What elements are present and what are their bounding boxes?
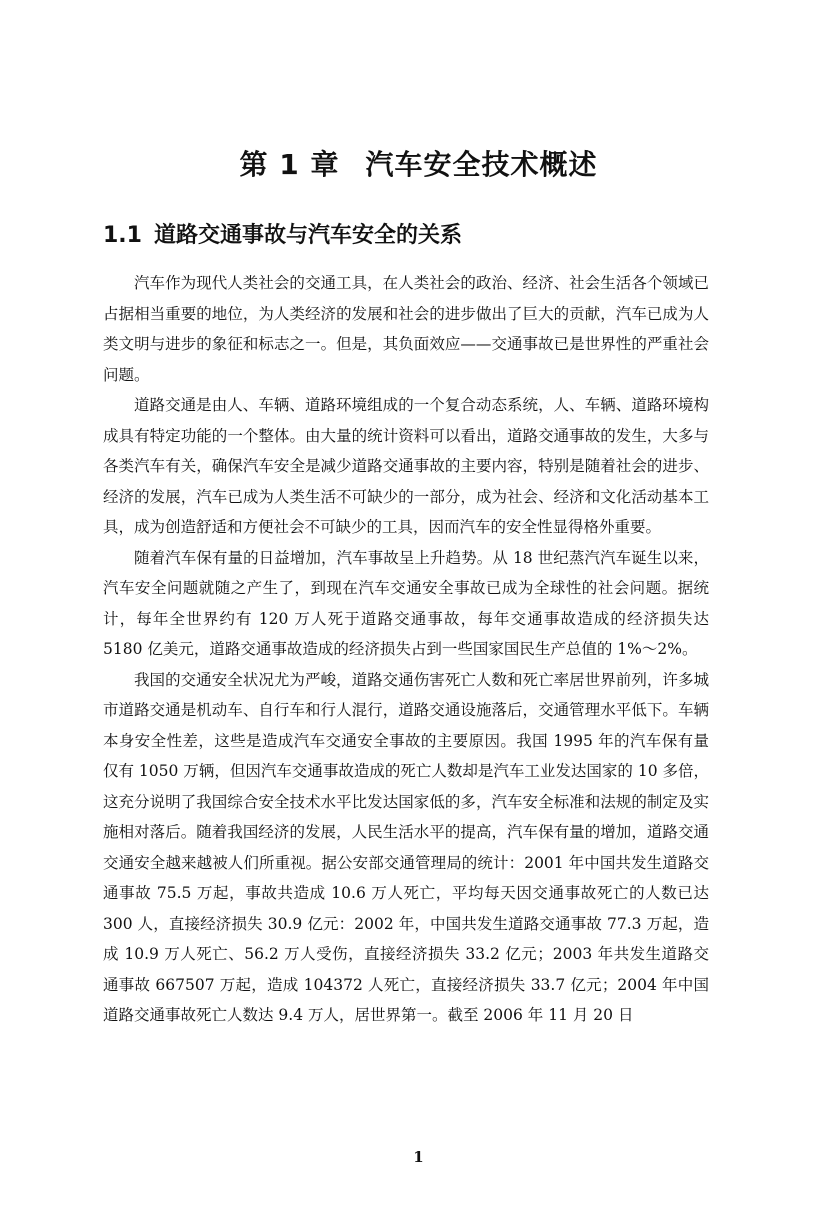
paragraph: 汽车作为现代人类社会的交通工具，在人类社会的政治、经济、社会生活各个领域已占据相当重要的地位，为人类经济的发展和社会的进步做出了巨大的贡献，汽车已成为人类文明与进步的象征和标志之一。但是，其负面效应——交通事故已是世界性的严重社会问题。 xyxy=(103,274,709,384)
page-number: 1 xyxy=(413,1148,424,1166)
paragraph: 随着汽车保有量的日益增加，汽车事故呈上升趋势。从 18 世纪蒸汽汽车诞生以来，汽车安全问题就随之产生了，到现在汽车交通安全事故已成为全球性的社会问题。据统计，每年全世界约有 120 万人死于道路交通事故，每年交通事故造成的经济损失达 5180 亿美元，道路交通事故造成的经济损失占到一些国家国民生产总值的 1%～2%。 xyxy=(103,548,709,658)
paragraph: 道路交通是由人、车辆、道路环境组成的一个复合动态系统，人、车辆、道路环境构成具有特定功能的一个整体。由大量的统计资料可以看出，道路交通事故的发生，大多与各类汽车有关，确保汽车安全是减少道路交通事故的主要内容，特别是随着社会的进步、经济的发展，汽车已成为人类生活不可缺少的一部分，成为社会、经济和文化活动基本工具，成为创造舒适和方便社会不可缺少的工具，因而汽车的安全性显得格外重要。 xyxy=(103,396,709,536)
body-text xyxy=(103,268,709,1031)
section-number: 1.1 xyxy=(103,223,142,248)
section-title-text: 道路交通事故与汽车安全的关系 xyxy=(153,223,462,248)
paragraph: 我国的交通安全状况尤为严峻，道路交通伤害死亡人数和死亡率居世界前列，许多城市道路交通是机动车、自行车和行人混行，道路交通设施落后，交通管理水平低下。车辆本身安全性差，这些是造成汽车交通安全事故的主要原因。我国 1995 年的汽车保有量仅有 1050 万辆，但因汽车交通事故造成的死亡人数却是汽车工业发达国家的 10 多倍，这充分说明了我国综合安全技术水平比发达国家低的多，汽车安全标准和法规的制定及实施相对落后。随着我国经济的发展，人民生活水平的提高，汽车保有量的增加，道路交通交通安全越来越被人们所重视。据公安部交通管理局的统计：2001 年中国共发生道路交通事故 75.5 万起，事故共造成 10.6 万人死亡，平均每天因交通事故死亡的人数已达 300 人，直接经济损失 30.9 亿元：2002 年，中国共发生道路交通事故 77.3 万起，造成 10.9 万人死亡、56.2 万人受伤，直接经济损失 33.2 亿元；2003 年共发生道路交通事故 667507 万起，造成 104372 人死亡，直接经济损失 33.7 亿元；2004 年中国道路交通事故死亡人数达 9.4 万人，居世界第一。截至 2006 年 11 月 20 日 xyxy=(103,670,709,1024)
chapter-title xyxy=(0,143,837,183)
chapter-title-text: 汽车安全技术概述 xyxy=(365,148,598,181)
section-heading xyxy=(103,218,462,249)
chapter-number: 第 1 章 xyxy=(239,148,340,181)
